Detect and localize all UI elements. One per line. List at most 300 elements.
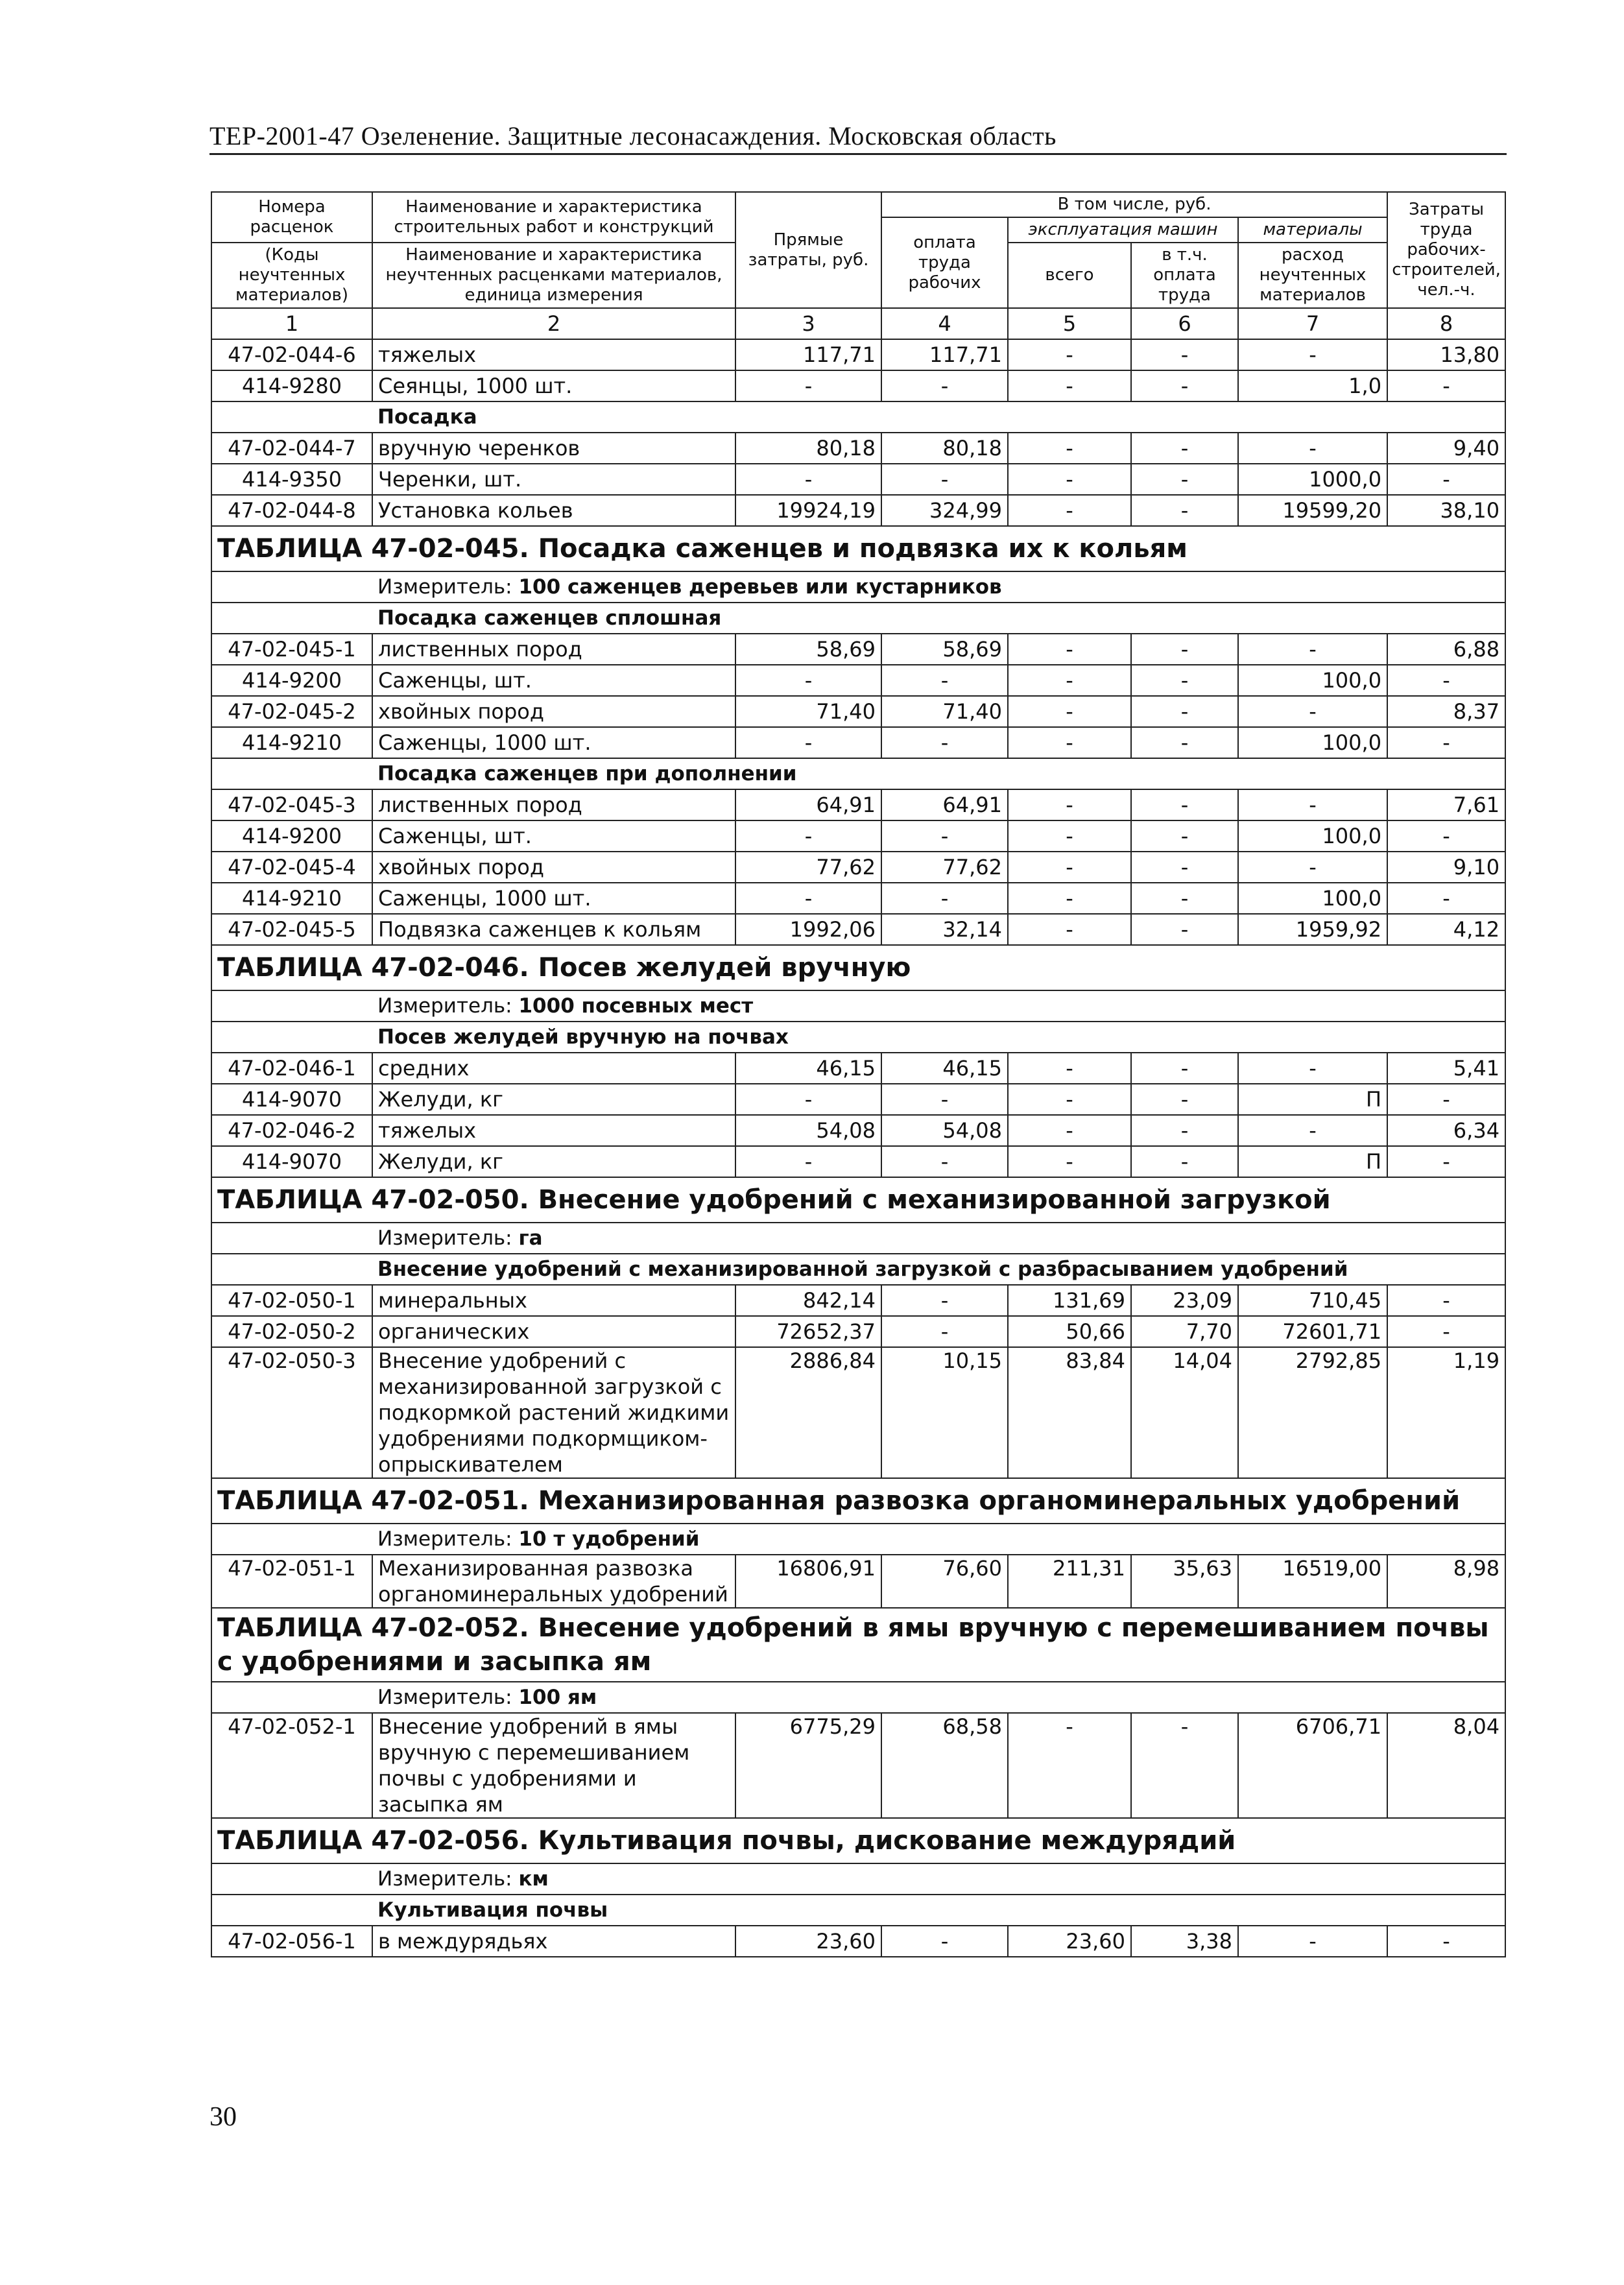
rate-name: тяжелых: [372, 1115, 735, 1146]
rate-value: -: [881, 1926, 1008, 1957]
subheading-row: [211, 758, 1505, 789]
col-index: 4: [881, 308, 1008, 339]
rate-value: -: [1008, 464, 1131, 495]
table-row: [211, 852, 1505, 883]
table-title-row: [211, 526, 1505, 571]
rate-value: -: [1008, 1146, 1131, 1177]
rate-name: Саженцы, шт.: [372, 665, 735, 696]
rate-value: 72601,71: [1238, 1316, 1387, 1347]
measure-row: [211, 1863, 1505, 1895]
rate-value: -: [1008, 696, 1131, 727]
measure-unit: [372, 1682, 1505, 1713]
table-title-row: [211, 1818, 1505, 1863]
rate-value: 211,31: [1008, 1555, 1131, 1608]
rate-value: -: [735, 370, 881, 401]
rate-code: 47-02-044-6: [211, 339, 372, 370]
rate-value: -: [1131, 1146, 1238, 1177]
measure-row: [211, 990, 1505, 1022]
table-row: [211, 1285, 1505, 1316]
table-row: [211, 727, 1505, 758]
rate-name: Подвязка саженцев к кольям: [372, 914, 735, 945]
rate-name: лиственных пород: [372, 634, 735, 665]
rate-value: 77,62: [881, 852, 1008, 883]
rate-code: 414-9200: [211, 665, 372, 696]
table-row: [211, 634, 1505, 665]
rate-value: -: [735, 1084, 881, 1115]
rate-value: 50,66: [1008, 1316, 1131, 1347]
table-row: [211, 370, 1505, 401]
rate-value: -: [881, 1146, 1008, 1177]
rate-value: -: [1387, 1926, 1505, 1957]
rate-code: 47-02-045-3: [211, 789, 372, 820]
table-row: [211, 696, 1505, 727]
rate-name: Сеянцы, 1000 шт.: [372, 370, 735, 401]
rate-name: Установка кольев: [372, 495, 735, 526]
rate-name: Желуди, кг: [372, 1146, 735, 1177]
col-index: 3: [735, 308, 881, 339]
rate-value: 14,04: [1131, 1347, 1238, 1478]
rate-value: -: [1131, 1713, 1238, 1818]
rate-value: -: [1008, 1084, 1131, 1115]
rate-value: -: [1387, 1084, 1505, 1115]
measure-pad: [211, 1223, 372, 1254]
rate-value: 7,61: [1387, 789, 1505, 820]
subheading-pad: [211, 603, 372, 634]
rate-name: хвойных пород: [372, 852, 735, 883]
rate-value: -: [1238, 1115, 1387, 1146]
rate-name: Желуди, кг: [372, 1084, 735, 1115]
rate-value: -: [735, 883, 881, 914]
rate-value: -: [1387, 820, 1505, 852]
subheading-row: [211, 1022, 1505, 1053]
rate-value: -: [1131, 433, 1238, 464]
rate-value: -: [1131, 1053, 1238, 1084]
rate-value: 71,40: [881, 696, 1008, 727]
rate-value: 117,71: [735, 339, 881, 370]
rate-value: -: [1008, 1713, 1131, 1818]
rate-value: 23,60: [735, 1926, 881, 1957]
rate-code: 414-9350: [211, 464, 372, 495]
rate-code: 47-02-045-2: [211, 696, 372, 727]
rate-value: 8,37: [1387, 696, 1505, 727]
rate-value: -: [735, 1146, 881, 1177]
subheading: Посадка саженцев при дополнении: [372, 758, 1505, 789]
rate-value: -: [1387, 665, 1505, 696]
rate-value: 100,0: [1238, 665, 1387, 696]
machines-header-text: эксплуатация машин: [1028, 220, 1218, 239]
rate-value: 16519,00: [1238, 1555, 1387, 1608]
rate-value: -: [1238, 852, 1387, 883]
machines-header: [1008, 217, 1238, 243]
table-row: [211, 914, 1505, 945]
col-index: 7: [1238, 308, 1387, 339]
measure-label: Измеритель:: [377, 994, 512, 1018]
rate-value: -: [1008, 665, 1131, 696]
rate-value: 10,15: [881, 1347, 1008, 1478]
measure-pad: [211, 1863, 372, 1895]
rate-value: -: [1238, 1926, 1387, 1957]
col6-header: в т.ч. оплата труда: [1131, 243, 1238, 308]
subheading-pad: [211, 401, 372, 433]
col1-header-bottom: (Коды неучтенных материалов): [211, 243, 372, 308]
rate-value: -: [881, 370, 1008, 401]
rate-code: 414-9210: [211, 727, 372, 758]
rate-value: -: [1131, 370, 1238, 401]
col2-header-bottom: Наименование и характеристика неучтенных расценками материалов, единица измерения: [372, 243, 735, 308]
rate-value: -: [1131, 634, 1238, 665]
rate-value: 58,69: [881, 634, 1008, 665]
rate-value: 35,63: [1131, 1555, 1238, 1608]
rate-name: Саженцы, 1000 шт.: [372, 883, 735, 914]
rate-value: 6775,29: [735, 1713, 881, 1818]
rate-value: П: [1238, 1146, 1387, 1177]
table-title-row: [211, 1177, 1505, 1223]
rate-value: 46,15: [881, 1053, 1008, 1084]
rate-code: 414-9070: [211, 1146, 372, 1177]
measure-row: [211, 1223, 1505, 1254]
table-row: [211, 1713, 1505, 1818]
measure-unit: [372, 1524, 1505, 1555]
table-row: [211, 820, 1505, 852]
rate-value: 19924,19: [735, 495, 881, 526]
rate-value: 8,98: [1387, 1555, 1505, 1608]
rate-value: 131,69: [1008, 1285, 1131, 1316]
rate-name: минеральных: [372, 1285, 735, 1316]
rate-value: 72652,37: [735, 1316, 881, 1347]
rate-value: 9,10: [1387, 852, 1505, 883]
subheading-row: [211, 1254, 1505, 1285]
measure-unit: [372, 1223, 1505, 1254]
rate-value: -: [881, 883, 1008, 914]
subheading: Посадка: [372, 401, 1505, 433]
subheading-pad: [211, 1895, 372, 1926]
rate-value: -: [881, 1084, 1008, 1115]
measure-row: [211, 571, 1505, 603]
table-title-row: [211, 1478, 1505, 1524]
rate-value: -: [1008, 495, 1131, 526]
rate-code: 47-02-056-1: [211, 1926, 372, 1957]
rate-value: 77,62: [735, 852, 881, 883]
rate-code: 47-02-050-2: [211, 1316, 372, 1347]
rate-value: -: [1387, 464, 1505, 495]
measure-unit: [372, 1863, 1505, 1895]
rate-value: П: [1238, 1084, 1387, 1115]
rate-value: 16806,91: [735, 1555, 881, 1608]
col7-header: расход неучтенных материалов: [1238, 243, 1387, 308]
rate-code: 47-02-050-3: [211, 1347, 372, 1478]
rate-value: 38,10: [1387, 495, 1505, 526]
rate-value: -: [1131, 696, 1238, 727]
subheading-pad: [211, 1022, 372, 1053]
rate-value: -: [881, 1316, 1008, 1347]
subheading: Посадка саженцев сплошная: [372, 603, 1505, 634]
measure-label: Измеритель:: [377, 1527, 512, 1551]
rate-value: 710,45: [1238, 1285, 1387, 1316]
measure-value: 100 ям: [518, 1686, 597, 1709]
column-index-row: [211, 308, 1505, 339]
rate-value: -: [1008, 852, 1131, 883]
rate-code: 47-02-051-1: [211, 1555, 372, 1608]
rate-value: 100,0: [1238, 727, 1387, 758]
rate-value: 1992,06: [735, 914, 881, 945]
rate-code: 47-02-052-1: [211, 1713, 372, 1818]
rate-value: -: [1131, 1084, 1238, 1115]
rate-value: 6706,71: [1238, 1713, 1387, 1818]
rate-name: лиственных пород: [372, 789, 735, 820]
rate-value: -: [1387, 370, 1505, 401]
rate-value: -: [1008, 820, 1131, 852]
rate-value: -: [1387, 1316, 1505, 1347]
table-row: [211, 883, 1505, 914]
rate-name: Саженцы, шт.: [372, 820, 735, 852]
rate-value: 5,41: [1387, 1053, 1505, 1084]
col4-header: оплата труда рабочих: [881, 217, 1008, 308]
col-index: 1: [211, 308, 372, 339]
col-index: 5: [1008, 308, 1131, 339]
table-row: [211, 495, 1505, 526]
measure-row: [211, 1524, 1505, 1555]
rate-value: 64,91: [735, 789, 881, 820]
rate-value: 100,0: [1238, 820, 1387, 852]
table-row: [211, 1926, 1505, 1957]
table-title-row: [211, 945, 1505, 990]
subheading: Внесение удобрений с механизированной загрузкой с разбрасыванием удобрений: [372, 1254, 1505, 1285]
col8-header: Затраты труда рабочих-строителей, чел.-ч.: [1387, 192, 1505, 308]
rate-value: -: [1008, 634, 1131, 665]
subheading-row: [211, 401, 1505, 433]
measure-pad: [211, 1524, 372, 1555]
table-row: [211, 1053, 1505, 1084]
rate-value: -: [1238, 339, 1387, 370]
rate-name: хвойных пород: [372, 696, 735, 727]
measure-label: Измеритель:: [377, 575, 512, 599]
rate-value: -: [1238, 433, 1387, 464]
rate-value: 6,88: [1387, 634, 1505, 665]
table-row: [211, 665, 1505, 696]
measure-label: Измеритель:: [377, 1867, 512, 1891]
rate-name: Внесение удобрений с механизированной загрузкой с подкормкой растений жидкими удобрениями подкормщиком-опрыскивателем: [372, 1347, 735, 1478]
rate-code: 47-02-044-8: [211, 495, 372, 526]
materials-header: [1238, 217, 1387, 243]
measure-label: Измеритель:: [377, 1226, 512, 1250]
rate-value: -: [1008, 1115, 1131, 1146]
materials-header-text: материалы: [1263, 220, 1363, 239]
table-row: [211, 789, 1505, 820]
rate-value: 83,84: [1008, 1347, 1131, 1478]
rate-value: 2792,85: [1238, 1347, 1387, 1478]
rate-value: -: [1008, 433, 1131, 464]
table-row: [211, 1316, 1505, 1347]
rate-value: -: [1131, 727, 1238, 758]
rate-value: -: [1131, 789, 1238, 820]
rate-value: 23,09: [1131, 1285, 1238, 1316]
rate-value: 100,0: [1238, 883, 1387, 914]
rate-name: тяжелых: [372, 339, 735, 370]
measure-value: 100 саженцев деревьев или кустарников: [518, 575, 1002, 599]
rate-value: -: [1131, 852, 1238, 883]
rate-code: 414-9210: [211, 883, 372, 914]
rate-code: 414-9280: [211, 370, 372, 401]
rate-value: -: [1131, 495, 1238, 526]
rates-table: [211, 191, 1506, 1957]
rate-value: -: [881, 464, 1008, 495]
rate-value: 2886,84: [735, 1347, 881, 1478]
rate-value: -: [1238, 789, 1387, 820]
table-title: ТАБЛИЦА 47-02-052. Внесение удобрений в ямы вручную с перемешиванием почвы с удобрениями и засыпка ям: [211, 1608, 1505, 1682]
rate-value: 1,0: [1238, 370, 1387, 401]
rate-value: -: [735, 727, 881, 758]
rate-value: 64,91: [881, 789, 1008, 820]
table-title: ТАБЛИЦА 47-02-050. Внесение удобрений с механизированной загрузкой: [211, 1177, 1505, 1223]
rate-value: -: [1238, 696, 1387, 727]
rate-name: Саженцы, 1000 шт.: [372, 727, 735, 758]
rate-value: -: [1131, 883, 1238, 914]
rate-value: -: [735, 464, 881, 495]
rate-value: -: [1008, 883, 1131, 914]
rate-code: 47-02-050-1: [211, 1285, 372, 1316]
table-title: ТАБЛИЦА 47-02-045. Посадка саженцев и подвязка их к кольям: [211, 526, 1505, 571]
rate-value: -: [1131, 820, 1238, 852]
rate-code: 47-02-046-1: [211, 1053, 372, 1084]
measure-value: 1000 посевных мест: [518, 994, 754, 1018]
rate-value: -: [881, 1285, 1008, 1316]
rate-value: -: [1008, 789, 1131, 820]
rate-value: -: [881, 820, 1008, 852]
rate-value: 32,14: [881, 914, 1008, 945]
rate-value: -: [735, 665, 881, 696]
rate-code: 47-02-045-4: [211, 852, 372, 883]
rate-value: -: [1131, 665, 1238, 696]
rate-code: 414-9070: [211, 1084, 372, 1115]
table-title: ТАБЛИЦА 47-02-056. Культивация почвы, дискование междурядий: [211, 1818, 1505, 1863]
rate-value: -: [1238, 634, 1387, 665]
rate-name: Механизированная развозка органоминеральных удобрений: [372, 1555, 735, 1608]
rate-code: 47-02-045-5: [211, 914, 372, 945]
col-index: 2: [372, 308, 735, 339]
subheading: Посев желудей вручную на почвах: [372, 1022, 1505, 1053]
measure-unit: [372, 571, 1505, 603]
rate-value: -: [1387, 727, 1505, 758]
subheading-pad: [211, 758, 372, 789]
table-row: [211, 464, 1505, 495]
rate-value: 54,08: [881, 1115, 1008, 1146]
col1-header-top: Номера расценок: [211, 192, 372, 243]
rate-code: 414-9200: [211, 820, 372, 852]
rate-value: 13,80: [1387, 339, 1505, 370]
rate-value: 54,08: [735, 1115, 881, 1146]
rate-value: 117,71: [881, 339, 1008, 370]
measure-pad: [211, 1682, 372, 1713]
measure-value: га: [518, 1226, 543, 1250]
rate-value: 1,19: [1387, 1347, 1505, 1478]
rate-value: -: [1131, 1115, 1238, 1146]
rate-value: -: [1387, 1285, 1505, 1316]
running-header: ТЕР-2001-47 Озеленение. Защитные лесонасаждения. Московская область: [209, 121, 1057, 150]
col5-header: всего: [1008, 243, 1131, 308]
rate-value: 46,15: [735, 1053, 881, 1084]
table-row: [211, 1347, 1505, 1478]
rate-name: Внесение удобрений в ямы вручную с перемешиванием почвы с удобрениями и засыпка ям: [372, 1713, 735, 1818]
rate-value: -: [1008, 370, 1131, 401]
table-title: ТАБЛИЦА 47-02-051. Механизированная развозка органоминеральных удобрений: [211, 1478, 1505, 1524]
rate-value: -: [1008, 1053, 1131, 1084]
rate-value: 76,60: [881, 1555, 1008, 1608]
rate-value: 3,38: [1131, 1926, 1238, 1957]
rate-value: 842,14: [735, 1285, 881, 1316]
rate-value: 324,99: [881, 495, 1008, 526]
table-row: [211, 1084, 1505, 1115]
rate-value: -: [881, 727, 1008, 758]
incl-header: В том числе, руб.: [881, 192, 1387, 217]
rate-value: -: [1008, 914, 1131, 945]
rate-value: -: [1131, 339, 1238, 370]
rate-value: 80,18: [881, 433, 1008, 464]
header-rule: [209, 153, 1507, 155]
measure-value: 10 т удобрений: [518, 1527, 700, 1551]
table-row: [211, 339, 1505, 370]
rate-code: 47-02-044-7: [211, 433, 372, 464]
table-row: [211, 1115, 1505, 1146]
rate-code: 47-02-045-1: [211, 634, 372, 665]
measure-label: Измеритель:: [377, 1686, 512, 1709]
measure-pad: [211, 571, 372, 603]
rates-table-body: [211, 192, 1505, 1957]
subheading-pad: [211, 1254, 372, 1285]
subheading-row: [211, 603, 1505, 634]
rate-value: -: [1131, 914, 1238, 945]
measure-row: [211, 1682, 1505, 1713]
rate-value: -: [1387, 883, 1505, 914]
table-row: [211, 433, 1505, 464]
rate-name: органических: [372, 1316, 735, 1347]
col-index: 6: [1131, 308, 1238, 339]
rate-value: 1000,0: [1238, 464, 1387, 495]
rate-value: 68,58: [881, 1713, 1008, 1818]
table-title-row: [211, 1608, 1505, 1682]
page-number: 30: [209, 2102, 237, 2132]
rate-name: Черенки, шт.: [372, 464, 735, 495]
measure-value: км: [518, 1867, 549, 1891]
table-title: ТАБЛИЦА 47-02-046. Посев желудей вручную: [211, 945, 1505, 990]
rate-value: 6,34: [1387, 1115, 1505, 1146]
col3-header: Прямые затраты, руб.: [735, 192, 881, 308]
rate-value: -: [1008, 727, 1131, 758]
rate-value: -: [1008, 339, 1131, 370]
rate-name: в междурядьях: [372, 1926, 735, 1957]
rate-value: 19599,20: [1238, 495, 1387, 526]
subheading-row: [211, 1895, 1505, 1926]
col-index: 8: [1387, 308, 1505, 339]
rate-value: 9,40: [1387, 433, 1505, 464]
col2-header-top: Наименование и характеристика строительных работ и конструкций: [372, 192, 735, 243]
rate-value: 1959,92: [1238, 914, 1387, 945]
rate-value: 7,70: [1131, 1316, 1238, 1347]
table-row: [211, 1146, 1505, 1177]
rate-value: -: [1131, 464, 1238, 495]
rate-value: 4,12: [1387, 914, 1505, 945]
rate-code: 47-02-046-2: [211, 1115, 372, 1146]
subheading: Культивация почвы: [372, 1895, 1505, 1926]
rate-name: вручную черенков: [372, 433, 735, 464]
rate-name: средних: [372, 1053, 735, 1084]
rate-value: -: [1387, 1146, 1505, 1177]
table-row: [211, 1555, 1505, 1608]
measure-pad: [211, 990, 372, 1022]
rate-value: -: [881, 665, 1008, 696]
header-row-1: [211, 192, 1505, 217]
rate-value: -: [1238, 1053, 1387, 1084]
rate-value: 71,40: [735, 696, 881, 727]
